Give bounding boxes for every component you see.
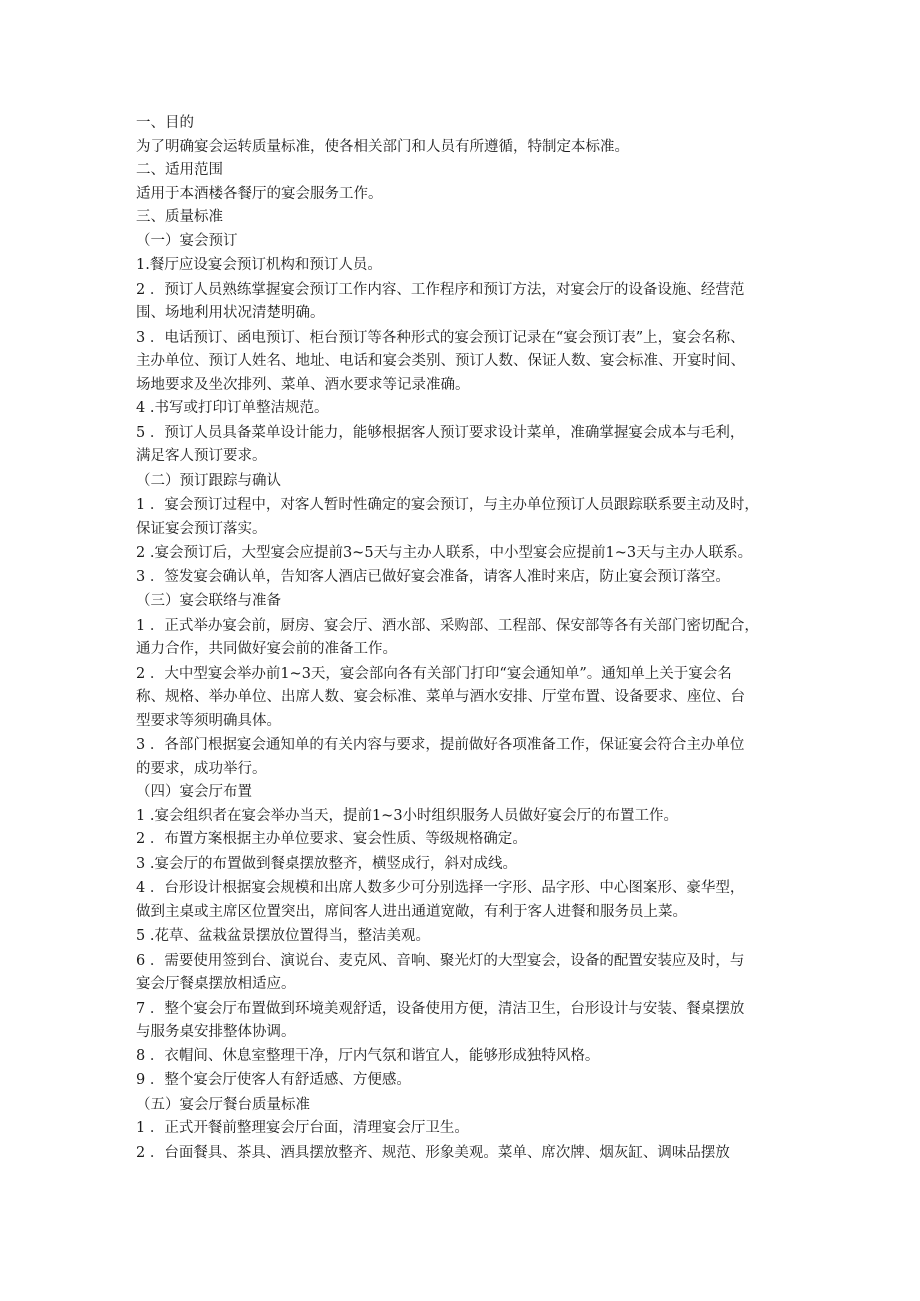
list-item: 5 ．预订人员具备菜单设计能力，能够根据客人预订要求设计菜单，准确掌握宴会成本与毛利， xyxy=(136,424,745,441)
list-item-continuation: 主办单位、预订人姓名、地址、电话和宴会类别、预订人数、保证人数、宴会标准、开宴时间、 xyxy=(136,353,745,369)
list-item: 7 ．整个宴会厅布置做到环境美观舒适，设备使用方便，清洁卫生，台形设计与安装、餐桌摆放 xyxy=(136,1000,745,1017)
heading-purpose: 一、目的 xyxy=(136,115,194,131)
paragraph-purpose: 为了明确宴会运转质量标准，使各相关部门和人员有所遵循，特制定本标准。 xyxy=(136,138,629,155)
list-item: 2 ．布置方案根据主办单位要求、宴会性质、等级规格确定。 xyxy=(136,831,527,847)
list-item: 4 ．台形设计根据宴会规模和出席人数多少可分别选择一字形、品字形、中心图案形、豪华型， xyxy=(136,880,745,896)
subheading-layout: （四）宴会厅布置 xyxy=(136,784,252,800)
list-item-continuation: 的要求，成功举行。 xyxy=(136,760,267,777)
list-item-continuation: 宴会厅餐桌摆放相适应。 xyxy=(136,976,296,992)
list-item-continuation: 保证宴会预订落实。 xyxy=(136,520,267,537)
subheading-table-standards: （五）宴会厅餐台质量标准 xyxy=(136,1096,310,1113)
list-item: 3 ．签发宴会确认单，告知客人酒店已做好宴会准备，请客人准时来店，防止宴会预订落空。 xyxy=(136,568,730,585)
list-item: 1.餐厅应设宴会预订机构和预订人员。 xyxy=(136,257,382,273)
subheading-liaison: （三）宴会联络与准备 xyxy=(136,593,281,609)
list-item: 3 .宴会厅的布置做到餐桌摆放整齐，横竖成行，斜对成线。 xyxy=(136,855,517,872)
list-item: 2 .宴会预订后，大型宴会应提前3~5天与主办人联系，中小型宴会应提前1~3天与主办人联系。 xyxy=(136,545,753,561)
list-item-continuation: 满足客人预订要求。 xyxy=(136,448,267,464)
list-item: 1 .宴会组织者在宴会举办当天，提前1~3小时组织服务人员做好宴会厅的布置工作。 xyxy=(136,807,679,824)
list-item: 4 .书写或打印订单整洁规范。 xyxy=(136,400,329,416)
list-item: 9 ．整个宴会厅使客人有舒适感、方便感。 xyxy=(136,1072,411,1088)
list-item-continuation: 与服务桌安排整体协调。 xyxy=(136,1024,296,1040)
paragraph-scope: 适用于本酒楼各餐厅的宴会服务工作。 xyxy=(136,185,383,202)
list-item: 1 ．宴会预订过程中，对客人暂时性确定的宴会预订，与主办单位预订人员跟踪联系要主动及时， xyxy=(136,497,759,513)
list-item-continuation: 场地要求及坐次排列、菜单、酒水要求等记录准确。 xyxy=(136,376,470,393)
list-item: 5 .花草、盆栽盆景摆放位置得当，整洁美观。 xyxy=(136,928,430,944)
list-item-continuation: 做到主桌或主席区位置突出，席间客人进出通道宽敞，有利于客人进餐和服务员上菜。 xyxy=(136,903,687,920)
document-page xyxy=(136,112,796,1165)
list-item: 1 ．正式举办宴会前，厨房、宴会厅、酒水部、采购部、工程部、保安部等各有关部门密切配合， xyxy=(136,617,759,634)
list-item: 1 ．正式开餐前整理宴会厅台面，清理宴会厅卫生。 xyxy=(136,1120,469,1136)
list-item: 2 ．台面餐具、茶具、酒具摆放整齐、规范、形象美观。菜单、席次牌、烟灰缸、调味品摆放 xyxy=(136,1144,730,1161)
list-item: 8 ．衣帽间、休息室整理干净，厅内气氛和谐宜人，能够形成独特风格。 xyxy=(136,1047,600,1064)
list-item-continuation: 称、规格、举办单位、出席人数、宴会标准、菜单与酒水安排、厅堂布置、设备要求、座位、台 xyxy=(136,689,745,705)
subheading-tracking: （二）预订跟踪与确认 xyxy=(136,472,281,489)
list-item-continuation: 型要求等须明确具体。 xyxy=(136,712,281,729)
list-item: 2 ．预订人员熟练掌握宴会预订工作内容、工作程序和预订方法，对宴会厅的设备设施、经营范 xyxy=(136,281,745,298)
list-item: 3 ．各部门根据宴会通知单的有关内容与要求，提前做好各项准备工作，保证宴会符合主办单位 xyxy=(136,737,745,753)
list-item-continuation: 通力合作，共同做好宴会前的准备工作。 xyxy=(136,641,397,657)
list-item: 6 ．需要使用签到台、演说台、麦克风、音响、聚光灯的大型宴会，设备的配置安装应及时，与 xyxy=(136,952,745,969)
list-item: 3 ．电话预订、函电预订、柜台预订等各种形式的宴会预订记录在“宴会预订表”上，宴会名称、 xyxy=(136,329,745,346)
list-item-continuation: 围、场地利用状况清楚明确。 xyxy=(136,305,325,321)
list-item: 2 ．大中型宴会举办前1~3天，宴会部向各有关部门打印“宴会通知单”。通知单上关于宴会名 xyxy=(136,665,732,682)
heading-quality-standards: 三、质量标准 xyxy=(136,209,223,225)
subheading-reservation: （一）宴会预订 xyxy=(136,232,238,249)
heading-scope: 二、适用范围 xyxy=(136,162,223,178)
